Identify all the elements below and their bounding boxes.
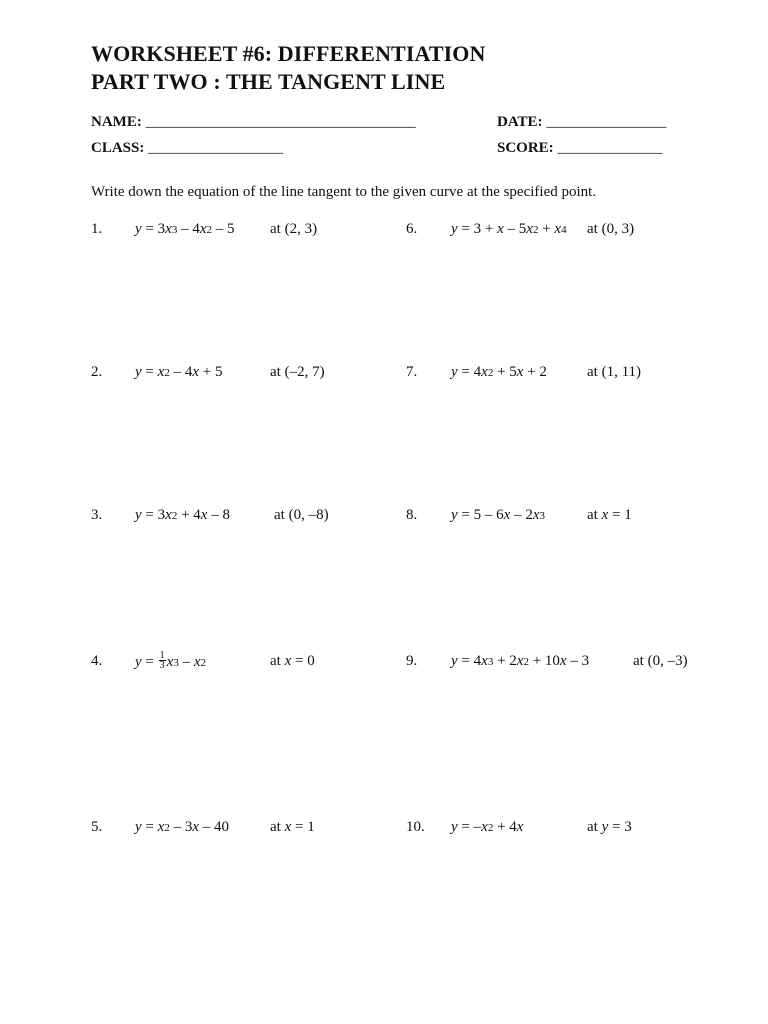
- title-line-2: PART TWO : THE TANGENT LINE: [91, 69, 446, 94]
- problem-number: 3.: [91, 507, 103, 523]
- problem-number: 5.: [91, 819, 103, 835]
- problem-number: 10.: [406, 819, 425, 835]
- problem-number: 1.: [91, 221, 103, 237]
- problem-point: at (0, –8): [274, 507, 329, 523]
- class-label: CLASS:: [91, 140, 145, 156]
- name-line: ____________________________________: [145, 114, 416, 130]
- problem-equation: y = $\frac{1}{3}$ x3 – x2: [135, 650, 206, 671]
- problem-equation: y = 5 – 6x – 2x3: [451, 507, 545, 523]
- problem-number: 4.: [91, 653, 103, 669]
- problem-number: 7.: [406, 364, 418, 380]
- class-field: [91, 140, 283, 157]
- problem-number: 2.: [91, 364, 103, 380]
- title-line-1: WORKSHEET #6: DIFFERENTIATION: [91, 41, 486, 66]
- instructions: Write down the equation of the line tangent to the given curve at the specified point.: [91, 184, 597, 200]
- date-field: [497, 114, 666, 131]
- date-line: ________________: [546, 114, 667, 130]
- problem-point: at (1, 11): [587, 364, 642, 380]
- score-line: ______________: [557, 140, 663, 156]
- problem-equation: y = 3 + x – 5x2 + x4: [451, 221, 567, 237]
- problem-equation: y = 3x3 – 4x2 – 5: [135, 221, 235, 237]
- problem-number: 9.: [406, 653, 418, 669]
- name-label: NAME:: [91, 114, 142, 130]
- worksheet-title: [91, 40, 486, 96]
- problem-point: at (0, 3): [587, 221, 635, 237]
- problem-point: at (0, –3): [633, 653, 688, 669]
- problem-equation: y = x2 – 4x + 5: [135, 364, 223, 380]
- problem-number: 8.: [406, 507, 418, 523]
- problem-equation: y = 4x3 + 2x2 + 10x – 3: [451, 653, 590, 669]
- problem-equation: y = 3x2 + 4x – 8: [135, 507, 230, 523]
- problem-equation: y = 4x2 + 5x + 2: [451, 364, 547, 380]
- class-line: __________________: [148, 140, 284, 156]
- problem-equation: y = x2 – 3x – 40: [135, 819, 229, 835]
- score-field: [497, 140, 662, 157]
- problem-point: at y = 3: [587, 819, 632, 835]
- problem-point: at (2, 3): [270, 221, 318, 237]
- problem-point: at x = 1: [270, 819, 315, 835]
- name-field: [91, 114, 416, 131]
- problem-equation: y = –x2 + 4x: [451, 819, 524, 835]
- problem-point: at (–2, 7): [270, 364, 325, 380]
- fraction: $\frac{1}{3}$: [159, 650, 165, 671]
- date-label: DATE:: [497, 114, 543, 130]
- score-label: SCORE:: [497, 140, 554, 156]
- problem-point: at x = 0: [270, 653, 315, 669]
- problem-point: at x = 1: [587, 507, 632, 523]
- problem-number: 6.: [406, 221, 418, 237]
